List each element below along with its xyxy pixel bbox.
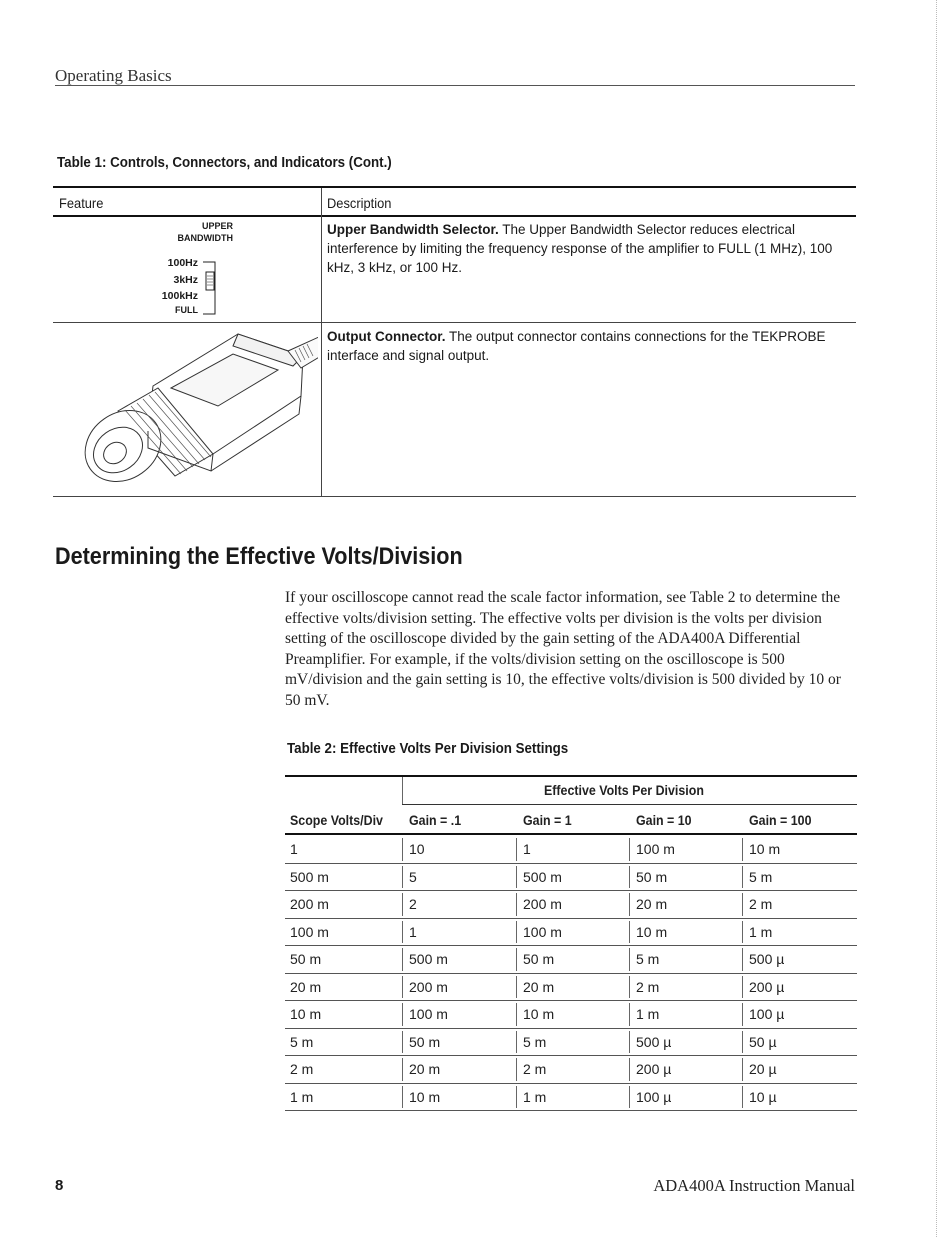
table2-cell: 20 m — [636, 896, 668, 912]
table2-cell: 500 µ — [749, 951, 785, 967]
page-edge — [936, 0, 937, 1237]
table2-cell: 50 µ — [749, 1033, 777, 1050]
section-title: Determining the Effective Volts/Division — [55, 543, 463, 570]
table2-cell: 100 m — [409, 1006, 448, 1022]
table2-cell: 20 µ — [749, 1061, 777, 1077]
body-paragraph: If your oscilloscope cannot read the scale factor information, see Table 2 to determine the effective volts/division setting. The effective volts per division is the volts per division setting of the oscilloscope divided by the gain setting of the ADA400A Differential Preamplifier. For example, if the volts/division setting on the oscilloscope is 500 mV/division and the gain setting is 10, the effective volts/division is 500 divided by 10 or 50 mV. — [285, 589, 841, 709]
table2-column-divider — [742, 838, 743, 861]
table2-column-divider — [629, 1058, 630, 1081]
table2-column-divider — [402, 866, 403, 889]
table2-row-rule — [285, 863, 857, 864]
row1-title: Upper Bandwidth Selector. — [327, 222, 499, 237]
table2-header-rule — [285, 833, 857, 835]
table2-column-divider — [742, 1058, 743, 1081]
selector-option-100khz: 100kHz — [161, 290, 198, 302]
table2-column-divider — [629, 948, 630, 971]
table2-cell: 100 m — [523, 923, 562, 940]
table2-cell: 10 m — [636, 923, 668, 940]
table2-caption: Table 2: Effective Volts Per Division Settings — [287, 741, 569, 757]
table2-group-header: Effective Volts Per Division — [544, 783, 704, 798]
table2-column-divider — [516, 866, 517, 889]
running-header: Operating Basics — [55, 66, 172, 85]
table2-row-rule — [285, 1000, 857, 1001]
table2-cell: 1 m — [636, 1006, 660, 1022]
table2-cell: 50 m — [290, 951, 322, 967]
table2-cell: 10 — [409, 841, 425, 857]
table2-cell: 200 m — [409, 978, 448, 995]
table2-column-divider — [742, 921, 743, 944]
table2-cell: 20 m — [523, 978, 555, 995]
table2-cell: 100 µ — [636, 1088, 672, 1105]
table2-cell: 200 m — [523, 896, 562, 912]
table2-cell: 5 m — [290, 1033, 314, 1050]
table2-row-rule — [285, 973, 857, 974]
table1-column-divider — [321, 188, 322, 496]
table2-column-divider — [402, 1031, 403, 1054]
table2-top-rule — [285, 775, 857, 777]
table1-caption: Table 1: Controls, Connectors, and Indicators (Cont.) — [57, 155, 392, 171]
table2-cell: 2 m — [636, 978, 660, 995]
page-number: 8 — [55, 1177, 64, 1194]
table1-top-rule — [53, 186, 856, 188]
table2-column-divider — [516, 838, 517, 861]
table2-column-divider — [516, 948, 517, 971]
table2-cell: 10 m — [290, 1006, 322, 1022]
table2-column-divider — [402, 893, 403, 916]
table2-cell: 50 m — [636, 868, 668, 885]
table2-cell: 50 m — [409, 1033, 441, 1050]
row2-title: Output Connector. — [327, 329, 446, 344]
table1-header-rule — [53, 215, 856, 217]
table2-column-divider — [402, 1058, 403, 1081]
table2-cell: 2 m — [749, 896, 773, 912]
table2-row-rule — [285, 945, 857, 946]
header-rule — [55, 85, 855, 86]
table2-cell: 100 m — [290, 923, 329, 940]
table2-column-divider — [516, 1003, 517, 1026]
table2-cell: 200 µ — [636, 1061, 672, 1077]
table2-cell: 100 m — [636, 841, 675, 857]
table2-cell: 1 m — [523, 1088, 547, 1105]
table2-row-rule — [285, 918, 857, 919]
table2-column-divider — [402, 948, 403, 971]
table2-cell: 500 m — [409, 951, 448, 967]
table2-column-divider — [629, 1031, 630, 1054]
table2-cell: 1 — [290, 841, 298, 857]
table2-cell: 10 m — [523, 1006, 555, 1022]
col-header-gain-1: Gain = 1 — [523, 813, 572, 828]
selector-option-3khz: 3kHz — [173, 274, 198, 286]
table2-cell: 200 m — [290, 896, 329, 912]
table2-cell: 10 m — [409, 1088, 441, 1105]
table2-column-divider — [516, 1058, 517, 1081]
table2-column-divider — [629, 1086, 630, 1109]
col-header-scope: Scope Volts/Div — [290, 813, 383, 828]
table2-column-divider — [742, 1031, 743, 1054]
table2-column-divider — [742, 948, 743, 971]
table2-cell: 5 — [409, 868, 417, 885]
table1-row1-description — [327, 220, 847, 277]
selector-switch-icon — [201, 258, 221, 318]
table2-row-rule — [285, 1055, 857, 1056]
row1-text: The Upper Bandwidth Selector reduces electrical interference by limiting the frequency response of the amplifier to FULL (1 MHz), 100 kHz, 3 kHz, or 100 Hz. — [327, 222, 833, 275]
selector-label-bandwidth: BANDWIDTH — [177, 233, 233, 243]
col-header-gain-01: Gain = .1 — [409, 813, 462, 828]
table2-column-divider — [742, 893, 743, 916]
table2-cell: 20 m — [290, 978, 322, 995]
table2-cell: 2 m — [290, 1061, 314, 1077]
table2-column-divider — [516, 921, 517, 944]
table2-cell: 20 m — [409, 1061, 441, 1077]
table1-row-rule — [53, 322, 856, 323]
table2-cell: 5 m — [749, 868, 773, 885]
table2-column-divider — [629, 976, 630, 999]
table2-column-divider — [629, 921, 630, 944]
table2-cell: 500 m — [523, 868, 562, 885]
manual-title: ADA400A Instruction Manual — [653, 1176, 855, 1195]
table2-column-divider — [402, 1003, 403, 1026]
table2-cell: 200 µ — [749, 978, 785, 995]
row2-text: The output connector contains connections for the TEKPROBE interface and signal output. — [327, 329, 826, 363]
table2-cell: 10 µ — [749, 1088, 777, 1105]
col-header-gain-10: Gain = 10 — [636, 813, 692, 828]
table2-column-divider — [402, 976, 403, 999]
table2-column-divider — [516, 1086, 517, 1109]
col-header-gain-100: Gain = 100 — [749, 813, 812, 828]
table2-cell: 2 — [409, 896, 417, 912]
selector-option-100hz: 100Hz — [167, 257, 198, 269]
table1-row2-description — [327, 327, 847, 365]
table2-column-divider — [629, 866, 630, 889]
table2-column-divider — [516, 893, 517, 916]
table2-column-divider — [742, 866, 743, 889]
table1-bottom-rule — [53, 496, 856, 497]
table2-cell: 1 — [409, 923, 417, 940]
table2-row-rule — [285, 1028, 857, 1029]
table1 — [53, 186, 856, 498]
table2-group-rule — [402, 804, 857, 805]
table2-group-divider — [402, 777, 403, 805]
table2-row-rule — [285, 890, 857, 891]
table2-column-divider — [742, 1086, 743, 1109]
table2-row-rule — [285, 1110, 857, 1111]
table2-cell: 500 m — [290, 868, 329, 885]
selector-option-full: FULL — [175, 305, 198, 315]
output-connector-illustration — [63, 326, 318, 494]
table2-cell: 1 m — [749, 923, 773, 940]
table2-cell: 5 m — [523, 1033, 547, 1050]
table2-row-rule — [285, 1083, 857, 1084]
table1-header-description: Description — [327, 195, 392, 211]
table2-cell: 10 m — [749, 841, 781, 857]
table2-cell: 500 µ — [636, 1033, 672, 1050]
table2-column-divider — [742, 1003, 743, 1026]
selector-label-upper: UPPER — [201, 221, 233, 231]
table2-column-divider — [516, 1031, 517, 1054]
table2-cell: 2 m — [523, 1061, 547, 1077]
table1-header-feature: Feature — [59, 195, 104, 211]
table2-column-divider — [629, 893, 630, 916]
table2-cell: 100 µ — [749, 1006, 785, 1022]
table2-cell: 1 — [523, 841, 531, 857]
table2-column-divider — [742, 976, 743, 999]
table2-cell: 50 m — [523, 951, 555, 967]
table2-cell: 1 m — [290, 1088, 314, 1105]
table2-column-divider — [402, 921, 403, 944]
table2-column-divider — [629, 1003, 630, 1026]
table2-column-divider — [402, 1086, 403, 1109]
table2-column-divider — [402, 838, 403, 861]
table2-column-divider — [629, 838, 630, 861]
table2-cell: 5 m — [636, 951, 660, 967]
table2-column-divider — [516, 976, 517, 999]
